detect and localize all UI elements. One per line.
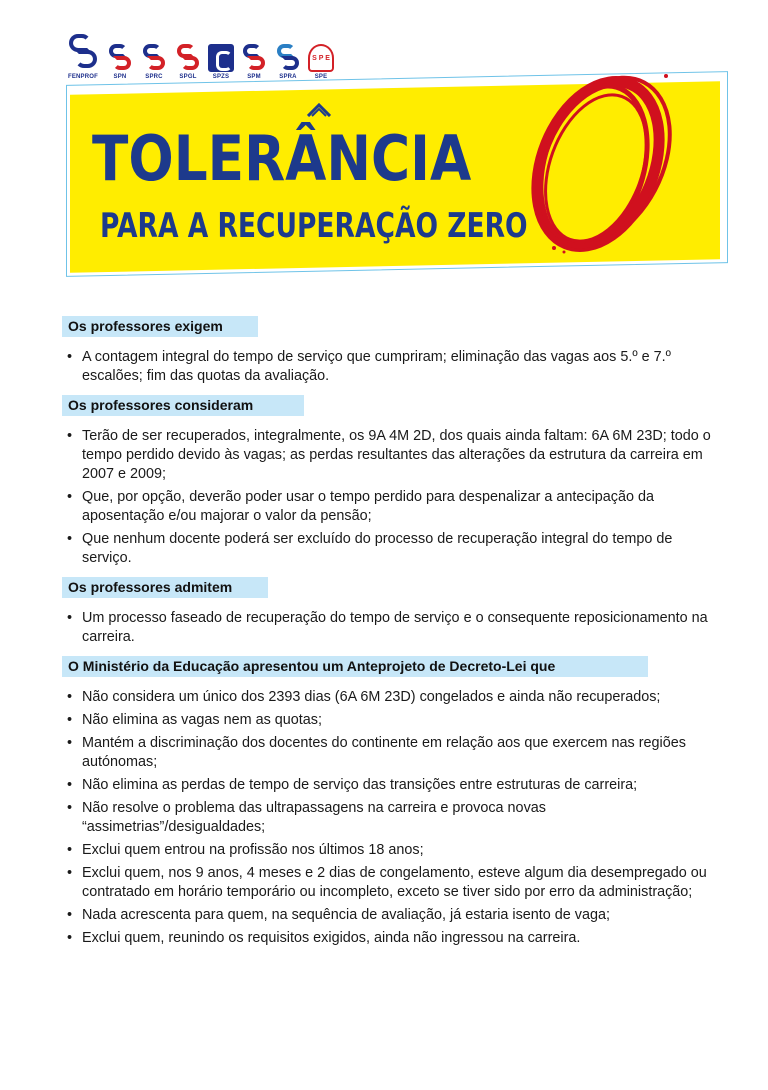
section-admitem xyxy=(62,577,722,647)
logo-label: SPM xyxy=(247,74,261,80)
list-item: • Não resolve o problema das ultrapassagens na carreira e provoca novas “assimetrias”/desigualdades; xyxy=(62,799,722,837)
spzs-logo-icon xyxy=(208,44,234,80)
spm-logo-icon xyxy=(240,42,268,80)
section-heading: O Ministério da Educação apresentou um Anteprojeto de Decreto-Lei que xyxy=(62,656,648,677)
spn-logo-icon xyxy=(106,42,134,80)
list-item: • Mantém a discriminação dos docentes do continente em relação aos que exercem nas regiões autónomas; xyxy=(62,734,722,772)
section-exigem xyxy=(62,316,722,386)
banner-subtitle: PARA A RECUPERAÇÃO ZERO xyxy=(100,206,528,246)
logo-label: SPGL xyxy=(179,74,197,80)
section-ministerio xyxy=(62,656,722,948)
logo-label: SPZS xyxy=(212,74,230,80)
section-heading: Os professores consideram xyxy=(62,395,304,416)
list-item: • Não considera um único dos 2393 dias (6A 6M 23D) congelados e ainda não recuperados; xyxy=(62,688,722,707)
list-item: • Que nenhum docente poderá ser excluído do processo de recuperação integral do tempo de serviço. xyxy=(62,530,722,568)
list-item: • Que, por opção, deverão poder usar o tempo perdido para despenalizar a antecipação da aposentação e/ou majorar o valor da pensão; xyxy=(62,488,722,526)
section-heading: Os professores exigem xyxy=(62,316,258,337)
union-logos-row xyxy=(66,28,334,80)
logo-label: SPRA xyxy=(279,74,297,80)
logo-label: SPE xyxy=(314,74,328,80)
content xyxy=(62,316,722,957)
banner-title: TOLERÂNCIA xyxy=(92,122,472,195)
spra-logo-icon xyxy=(274,42,302,80)
logo-label: SPN xyxy=(113,74,127,80)
fenprof-logo-icon xyxy=(66,32,100,80)
list-item: • Não elimina as vagas nem as quotas; xyxy=(62,711,722,730)
list-item: • Terão de ser recuperados, integralmente, os 9A 4M 2D, dos quais ainda faltam: 6A 6M 23D; todo o tempo perdido devido às vagas; as perdas resultantes das alterações da estrutura da carreira em 2007 e 2009; xyxy=(62,427,722,484)
list-item: • Exclui quem, nos 9 anos, 4 meses e 2 dias de congelamento, esteve algum dia desempregado ou contratado em horário temporário ou incompleto, exceto se tiver sido por erro da administração; xyxy=(62,864,722,902)
section-heading: Os professores admitem xyxy=(62,577,268,598)
spe-logo-icon: S P E SPE xyxy=(308,44,334,80)
list-item: • Nada acrescenta para quem, na sequência de avaliação, já estaria isento de vaga; xyxy=(62,906,722,925)
logo-label: SPRC xyxy=(145,74,163,80)
roof-accent-icon xyxy=(307,103,331,117)
list-item: • Exclui quem, reunindo os requisitos exigidos, ainda não ingressou na carreira. xyxy=(62,929,722,948)
section-consideram xyxy=(62,395,722,568)
sprc-logo-icon xyxy=(140,42,168,80)
list-item: • Não elimina as perdas de tempo de serviço das transições entre estruturas de carreira; xyxy=(62,776,722,795)
list-item: • Um processo faseado de recuperação do tempo de serviço e o consequente reposicionamento na carreira. xyxy=(62,609,722,647)
spgl-logo-icon xyxy=(174,42,202,80)
list-item: • A contagem integral do tempo de serviço que cumpriram; eliminação das vagas aos 5.º e 7.º escalões; fim das quotas da avaliação. xyxy=(62,348,722,386)
zero-scribble-icon xyxy=(494,62,694,262)
logo-label: FENPROF xyxy=(67,74,99,80)
list-item: • Exclui quem entrou na profissão nos últimos 18 anos; xyxy=(62,841,722,860)
